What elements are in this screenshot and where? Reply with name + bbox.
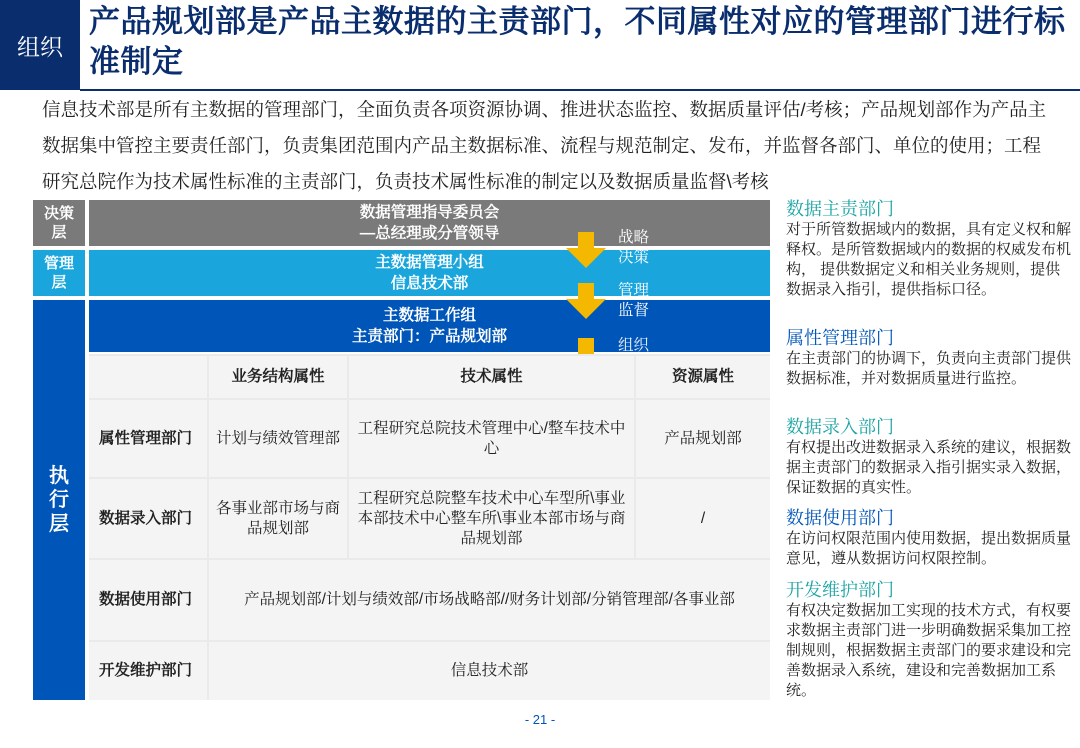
- flow-manage-line2: 监督: [618, 302, 650, 319]
- table-cell: /: [636, 479, 770, 558]
- note-title: 数据使用部门: [786, 508, 894, 528]
- note-body: 在访问权限范围内使用数据，提出数据质量意见，遵从数据访问权限控制。: [786, 530, 1072, 567]
- layer-execution-label: [33, 300, 85, 700]
- layer-decision-label: [33, 200, 85, 246]
- page-title: 产品规划部是产品主数据的主责部门，不同属性对应的管理部门进行标准制定: [89, 4, 1066, 79]
- header-business: 业务结构属性: [209, 356, 347, 398]
- decision-bar-line1: 数据管理指导委员会: [359, 204, 500, 221]
- row-label-attribute-mgmt: 属性管理部门: [89, 400, 207, 477]
- title-divider: [80, 89, 1080, 91]
- layer-execution-text: 执行层: [49, 465, 69, 535]
- management-bar-line1: 主数据管理小组: [375, 254, 484, 271]
- layer-management-label: [33, 250, 85, 296]
- table-cell: 产品规划部: [636, 400, 770, 477]
- note-data-usage: [786, 507, 1071, 569]
- row-label-data-entry: 数据录入部门: [89, 479, 207, 558]
- working-bar-line1: 主数据工作组: [382, 307, 476, 324]
- flow-strategy-line1: 战略: [618, 229, 650, 246]
- table-cell: 工程研究总院技术管理中心/整车技术中心: [349, 400, 634, 477]
- working-bar-line2: 主责部门：产品规划部: [351, 328, 507, 345]
- layer-decision-text: 决策层: [44, 205, 75, 241]
- note-body: 有权提出改进数据录入系统的建议，根据数据主责部门的数据录入指引据实录入数据，保证数据的真实性。: [786, 439, 1072, 496]
- header-technical: 技术属性: [349, 356, 634, 398]
- row-label-data-usage: 数据使用部门: [89, 560, 207, 640]
- note-title: 数据主责部门: [786, 199, 894, 219]
- table-cell: 工程研究总院整车技术中心车型所\事业本部技术中心整车所\事业本部市场与商品规划部: [349, 479, 634, 558]
- working-group-bar: [89, 300, 770, 352]
- flow-organize-line1: 组织: [618, 337, 650, 354]
- page-number: - 21 -: [524, 712, 556, 727]
- flow-strategy-label: [618, 228, 649, 268]
- down-arrow-icon: [566, 283, 606, 319]
- note-title: 属性管理部门: [786, 328, 894, 348]
- table-corner-cell: [89, 356, 207, 398]
- note-data-entry: [786, 416, 1071, 498]
- intro-paragraph: 信息技术部是所有主数据的管理部门，全面负责各项资源协调、推进状态监控、数据质量评估/考核；产品规划部作为产品主数据集中管控主要责任部门，负责集团范围内产品主数据标准、流程与规范制定、发布，并监督各部门、单位的使用；工程研究总院作为技术属性标准的主责部门，负责技术属性标准的制定以及数据质量监督\考核: [42, 99, 1047, 192]
- decision-committee-bar: [89, 200, 770, 246]
- note-attribute-mgmt: [786, 327, 1071, 389]
- note-body: 在主责部门的协调下，负责向主责部门提供数据标准，并对数据质量进行监控。: [786, 350, 1072, 387]
- management-bar-line2: 信息技术部: [390, 275, 469, 292]
- note-body: 有权决定数据加工实现的技术方式，有权要求数据主责部门进一步明确数据采集加工控制规则，根据数据主责部门的要求建设和完善数据录入系统，建设和完善数据加工系统。: [786, 602, 1072, 699]
- layer-management-text: 管理层: [44, 255, 75, 291]
- flow-manage-line1: 管理: [618, 282, 650, 299]
- table-cell-merged: 产品规划部/计划与绩效部/市场战略部//财务计划部/分销管理部/各事业部: [209, 560, 770, 640]
- flow-strategy-line2: 决策: [618, 249, 650, 266]
- table-cell: 计划与绩效管理部: [209, 400, 347, 477]
- note-body: 对于所管数据域内的数据，具有定义权和解释权。是所管数据域内的数据的权威发布机构， 提供数据定义和相关业务规则，提供数据录入指引，提供指标口径。: [786, 221, 1072, 298]
- note-title: 开发维护部门: [786, 580, 894, 600]
- decision-bar-line2: —总经理或分管领导: [359, 225, 500, 242]
- note-dev-maintenance: [786, 579, 1071, 701]
- management-group-bar: [89, 250, 770, 296]
- note-title: 数据录入部门: [786, 417, 894, 437]
- table-cell-merged: 信息技术部: [209, 642, 770, 700]
- table-cell: 各事业部市场与商品规划部: [209, 479, 347, 558]
- section-tag: 组织: [0, 0, 80, 90]
- header-resource: 资源属性: [636, 356, 770, 398]
- note-data-owner: [786, 198, 1071, 300]
- row-label-dev-maintenance: 开发维护部门: [89, 642, 207, 700]
- down-arrow-icon: [566, 232, 606, 268]
- flow-manage-label: [618, 281, 649, 321]
